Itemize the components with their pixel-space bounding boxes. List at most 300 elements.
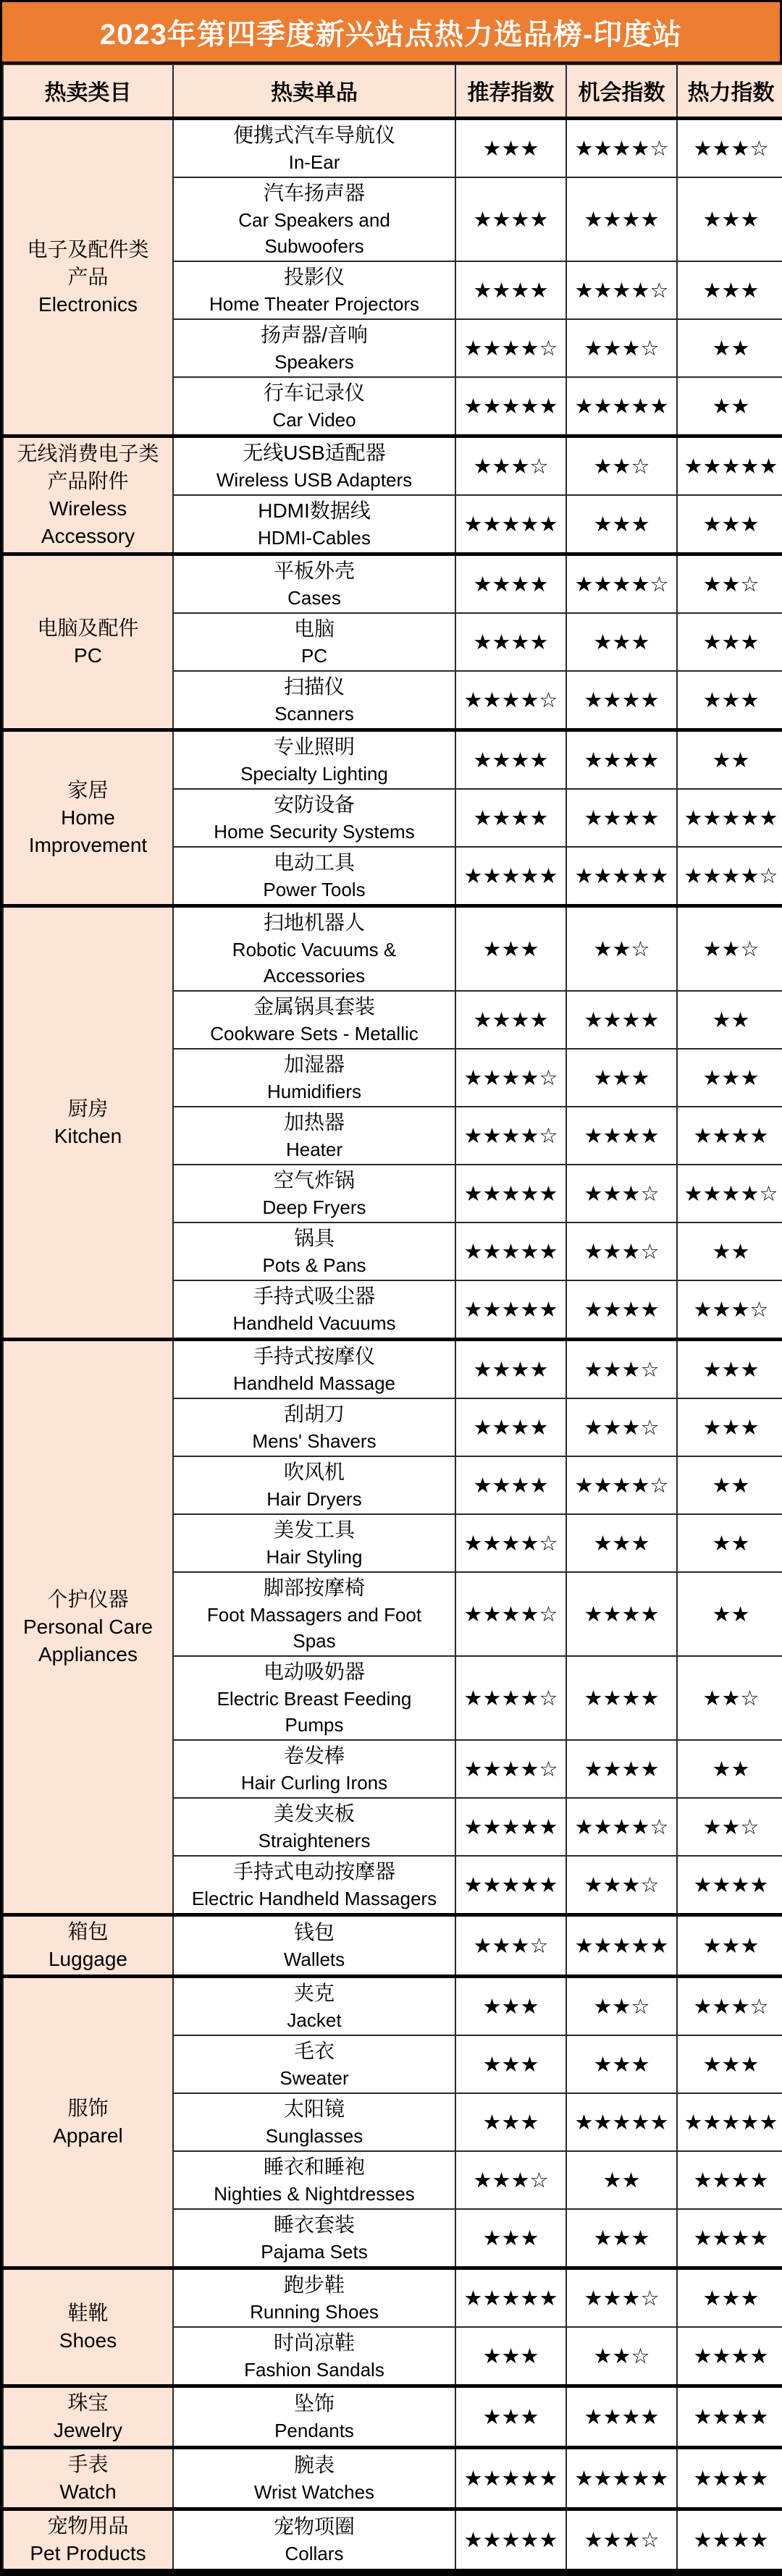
heat-stars: ★★★★ bbox=[677, 1856, 782, 1915]
category-line: 个护仪器 bbox=[47, 1587, 129, 1610]
recommend-stars: ★★★ bbox=[455, 2386, 566, 2447]
product-cell bbox=[173, 1280, 455, 1340]
category-line: 无线消费电子类 bbox=[17, 442, 159, 465]
opportunity-stars: ★★★★ bbox=[566, 671, 677, 730]
recommend-stars: ★★★★★ bbox=[455, 1165, 566, 1222]
product-cell bbox=[173, 1049, 455, 1107]
recommend-stars: ★★★★★ bbox=[455, 1798, 566, 1856]
col-header-recommend: 推荐指数 bbox=[455, 64, 566, 118]
category-line: PC bbox=[74, 643, 102, 667]
opportunity-stars: ★★★ bbox=[566, 1049, 677, 1107]
product-cell bbox=[173, 1656, 455, 1740]
opportunity-stars: ★★☆ bbox=[566, 2327, 677, 2386]
product-name-en: Sunglasses bbox=[265, 2124, 363, 2147]
opportunity-stars: ★★☆ bbox=[566, 905, 677, 991]
product-name-en: Cases bbox=[287, 586, 341, 609]
category-cell-jewelry bbox=[3, 2386, 173, 2447]
product-name-en: Car Speakers and Subwoofers bbox=[238, 208, 390, 257]
product-cell bbox=[173, 2035, 455, 2093]
product-cell bbox=[173, 1456, 455, 1514]
product-name-en: Sweater bbox=[279, 2066, 349, 2089]
product-name-cn: 夹克 bbox=[293, 1981, 335, 2004]
table-row bbox=[3, 905, 782, 991]
heat-stars: ★★ bbox=[677, 1740, 782, 1798]
product-cell bbox=[173, 2268, 455, 2327]
product-name-en: Car Video bbox=[272, 408, 356, 431]
product-name-cn: 扫描仪 bbox=[283, 675, 345, 698]
recommend-stars: ★★★★ bbox=[455, 730, 566, 789]
opportunity-stars: ★★★☆ bbox=[566, 1165, 677, 1222]
page-title: 2023年第四季度新兴站点热力选品榜-印度站 bbox=[99, 18, 683, 51]
product-name-cn: 睡衣套装 bbox=[273, 2213, 355, 2236]
recommend-stars: ★★★★ bbox=[455, 613, 566, 671]
opportunity-stars: ★★☆ bbox=[566, 1976, 677, 2035]
product-cell bbox=[173, 2093, 455, 2151]
category-line: 产品 bbox=[67, 265, 109, 288]
heat-stars: ★★★ bbox=[677, 671, 782, 730]
product-name-en: Home Theater Projectors bbox=[209, 292, 419, 315]
product-name-cn: 加湿器 bbox=[283, 1052, 345, 1076]
product-name-en: Scanners bbox=[274, 702, 354, 725]
recommend-stars: ★★★★ bbox=[455, 554, 566, 613]
product-name-en: Running Shoes bbox=[250, 2300, 379, 2323]
product-name-en: Deep Fryers bbox=[262, 1196, 366, 1218]
opportunity-stars: ★★★ bbox=[566, 613, 677, 671]
category-cell-electronics bbox=[3, 118, 173, 436]
product-name-en: Collars bbox=[285, 2542, 344, 2564]
product-cell bbox=[173, 2327, 455, 2386]
product-name-cn: 脚部按摩椅 bbox=[263, 1576, 365, 1599]
product-name-en: Hair Curling Irons bbox=[240, 1771, 388, 1794]
product-name-en: Hair Dryers bbox=[266, 1487, 362, 1510]
product-cell bbox=[173, 2447, 455, 2509]
product-cell bbox=[173, 319, 455, 377]
heat-stars: ★★★ bbox=[677, 1049, 782, 1107]
product-name-cn: 电动吸奶器 bbox=[263, 1660, 365, 1683]
table-row bbox=[3, 2386, 782, 2447]
product-name-cn: 手持式吸尘器 bbox=[253, 1284, 375, 1307]
product-name-cn: 空气炸锅 bbox=[273, 1168, 355, 1191]
category-cell-pet-products bbox=[3, 2509, 173, 2571]
product-name-en: Mens' Shavers bbox=[252, 1430, 377, 1452]
heat-stars: ★★★★★ bbox=[677, 436, 782, 495]
heat-stars: ★★ bbox=[677, 991, 782, 1049]
category-cell-home-improvement bbox=[3, 730, 173, 905]
product-cell bbox=[173, 1514, 455, 1572]
product-cell bbox=[173, 2509, 455, 2571]
recommend-stars: ★★★ bbox=[455, 118, 566, 177]
heat-stars: ★★★★ bbox=[677, 2509, 782, 2571]
recommend-stars: ★★★★★ bbox=[455, 2509, 566, 2571]
opportunity-stars: ★★★★ bbox=[566, 991, 677, 1049]
category-line: 家居 bbox=[67, 778, 109, 801]
recommend-stars: ★★★★★ bbox=[455, 1280, 566, 1340]
recommend-stars: ★★★ bbox=[455, 2035, 566, 2093]
product-cell bbox=[173, 905, 455, 991]
product-name-en: HDMI-Cables bbox=[257, 526, 371, 549]
header-row bbox=[3, 64, 782, 118]
title-banner bbox=[2, 2, 780, 64]
category-line: 宠物用品 bbox=[47, 2514, 129, 2537]
heat-stars: ★★ bbox=[677, 1456, 782, 1514]
recommend-stars: ★★★ bbox=[455, 2327, 566, 2386]
category-line: 电子及配件类 bbox=[27, 237, 149, 261]
product-cell bbox=[173, 177, 455, 261]
heat-stars: ★★★☆ bbox=[677, 1976, 782, 2035]
heat-stars: ★★★ bbox=[677, 495, 782, 554]
product-cell bbox=[173, 1740, 455, 1798]
product-name-cn: 刮胡刀 bbox=[283, 1402, 345, 1425]
heat-stars: ★★★★★ bbox=[677, 789, 782, 847]
product-cell bbox=[173, 261, 455, 319]
product-name-cn: 金属锅具套装 bbox=[253, 994, 375, 1018]
opportunity-stars: ★★★★☆ bbox=[566, 1798, 677, 1856]
recommend-stars: ★★★ bbox=[455, 905, 566, 991]
table-row bbox=[3, 1914, 782, 1976]
opportunity-stars: ★★★★ bbox=[566, 1280, 677, 1340]
opportunity-stars: ★★★★ bbox=[566, 1572, 677, 1656]
recommend-stars: ★★★★★ bbox=[455, 377, 566, 436]
recommend-stars: ★★★☆ bbox=[455, 436, 566, 495]
product-name-cn: 宠物项圈 bbox=[273, 2514, 355, 2538]
product-name-en: Pajama Sets bbox=[261, 2240, 368, 2263]
product-name-cn: 汽车扬声器 bbox=[263, 181, 365, 204]
recommend-stars: ★★★★☆ bbox=[455, 1514, 566, 1572]
table-row bbox=[3, 554, 782, 613]
product-name-en: Jacket bbox=[287, 2009, 342, 2031]
heat-stars: ★★★★☆ bbox=[677, 847, 782, 906]
heat-stars: ★★★ bbox=[677, 1914, 782, 1976]
heat-stars: ★★ bbox=[677, 377, 782, 436]
category-cell-pc bbox=[3, 554, 173, 730]
category-line: 厨房 bbox=[67, 1097, 109, 1120]
opportunity-stars: ★★★★★ bbox=[566, 2447, 677, 2509]
heat-stars: ★★★★ bbox=[677, 1107, 782, 1165]
product-cell bbox=[173, 436, 455, 495]
opportunity-stars: ★★★★☆ bbox=[566, 554, 677, 613]
category-cell-watch bbox=[3, 2447, 173, 2509]
product-cell bbox=[173, 991, 455, 1049]
recommend-stars: ★★★☆ bbox=[455, 2151, 566, 2209]
product-cell bbox=[173, 1339, 455, 1398]
category-line: 箱包 bbox=[67, 1920, 109, 1943]
opportunity-stars: ★★★★ bbox=[566, 177, 677, 261]
heat-stars: ★★★ bbox=[677, 1398, 782, 1456]
heat-stars: ★★ bbox=[677, 730, 782, 789]
product-cell bbox=[173, 1222, 455, 1280]
opportunity-stars: ★★★★ bbox=[566, 1656, 677, 1740]
heat-stars: ★★★★ bbox=[677, 2151, 782, 2209]
recommend-stars: ★★★★☆ bbox=[455, 1107, 566, 1165]
heat-stars: ★★★ bbox=[677, 177, 782, 261]
product-name-en: Wallets bbox=[283, 1948, 345, 1970]
recommend-stars: ★★★★ bbox=[455, 1339, 566, 1398]
category-cell-shoes bbox=[3, 2268, 173, 2386]
category-line: 电脑及配件 bbox=[37, 616, 139, 639]
opportunity-stars: ★★★ bbox=[566, 495, 677, 554]
heat-stars: ★★★★★ bbox=[677, 2093, 782, 2151]
product-name-en: In-Ear bbox=[288, 151, 340, 173]
heat-stars: ★★☆ bbox=[677, 1798, 782, 1856]
product-cell bbox=[173, 847, 455, 906]
product-name-en: Robotic Vacuums & Accessories bbox=[232, 938, 397, 987]
heat-stars: ★★★ bbox=[677, 613, 782, 671]
recommend-stars: ★★★★ bbox=[455, 1398, 566, 1456]
opportunity-stars: ★★★★☆ bbox=[566, 261, 677, 319]
recommend-stars: ★★★ bbox=[455, 2093, 566, 2151]
recommend-stars: ★★★★★ bbox=[455, 495, 566, 554]
recommend-stars: ★★★★ bbox=[455, 789, 566, 847]
category-line: Shoes bbox=[59, 2328, 117, 2352]
recommend-stars: ★★★★ bbox=[455, 261, 566, 319]
product-name-cn: 毛衣 bbox=[293, 2039, 335, 2062]
heat-stars: ★★★★ bbox=[677, 2447, 782, 2509]
product-cell bbox=[173, 2209, 455, 2268]
product-name-en: Specialty Lighting bbox=[240, 762, 388, 785]
category-line: 服饰 bbox=[67, 2096, 109, 2119]
recommend-stars: ★★★★★ bbox=[455, 847, 566, 906]
category-line: Personal Care bbox=[23, 1615, 153, 1638]
product-name-en: Handheld Vacuums bbox=[232, 1312, 396, 1334]
category-cell-kitchen bbox=[3, 905, 173, 1339]
col-header-product: 热卖单品 bbox=[173, 64, 455, 118]
product-name-cn: 投影仪 bbox=[283, 265, 345, 288]
recommend-stars: ★★★★ bbox=[455, 991, 566, 1049]
table-row bbox=[3, 730, 782, 789]
product-name-cn: 睡衣和睡袍 bbox=[263, 2155, 365, 2178]
product-cell bbox=[173, 2386, 455, 2447]
product-name-en: Pots & Pans bbox=[262, 1254, 366, 1276]
opportunity-stars: ★★☆ bbox=[566, 436, 677, 495]
product-name-cn: 手持式按摩仪 bbox=[253, 1344, 375, 1367]
opportunity-stars: ★★★ bbox=[566, 2209, 677, 2268]
recommend-stars: ★★★★★ bbox=[455, 1222, 566, 1280]
heat-stars: ★★★ bbox=[677, 261, 782, 319]
heat-stars: ★★☆ bbox=[677, 1656, 782, 1740]
opportunity-stars: ★★★☆ bbox=[566, 2509, 677, 2571]
recommend-stars: ★★★★★ bbox=[455, 2268, 566, 2327]
product-cell bbox=[173, 1165, 455, 1222]
product-name-cn: 腕表 bbox=[293, 2453, 335, 2476]
product-name-en: Nighties & Nightdresses bbox=[214, 2182, 415, 2205]
product-name-en: Fashion Sandals bbox=[244, 2358, 384, 2381]
category-line: Pet Products bbox=[30, 2541, 146, 2564]
product-name-cn: 钱包 bbox=[293, 1920, 335, 1943]
heat-stars: ★★★ bbox=[677, 2035, 782, 2093]
table-row bbox=[3, 1976, 782, 2035]
product-cell bbox=[173, 377, 455, 436]
product-name-cn: 美发夹板 bbox=[273, 1802, 355, 1825]
recommend-stars: ★★★★★ bbox=[455, 1856, 566, 1915]
hot-products-table bbox=[2, 64, 782, 2574]
category-line: 鞋靴 bbox=[67, 2301, 109, 2324]
category-cell-apparel bbox=[3, 1976, 173, 2268]
product-name-cn: 吹风机 bbox=[283, 1460, 345, 1483]
recommend-stars: ★★★★★ bbox=[455, 2447, 566, 2509]
opportunity-stars: ★★★★ bbox=[566, 1740, 677, 1798]
category-line: Electronics bbox=[38, 292, 138, 316]
product-name-cn: 行车记录仪 bbox=[263, 381, 365, 404]
product-name-cn: 专业照明 bbox=[273, 735, 355, 758]
table-row bbox=[3, 436, 782, 495]
product-cell bbox=[173, 1856, 455, 1915]
product-name-cn: 锅具 bbox=[293, 1226, 335, 1249]
category-line: Appliances bbox=[38, 1642, 138, 1665]
product-name-cn: 美发工具 bbox=[273, 1518, 355, 1541]
heat-stars: ★★★ bbox=[677, 1339, 782, 1398]
opportunity-stars: ★★★★☆ bbox=[566, 118, 677, 177]
heat-stars: ★★☆ bbox=[677, 905, 782, 991]
product-name-cn: 跑步鞋 bbox=[283, 2273, 345, 2296]
product-name-cn: 太阳镜 bbox=[283, 2097, 345, 2120]
opportunity-stars: ★★★☆ bbox=[566, 1398, 677, 1456]
opportunity-stars: ★★★☆ bbox=[566, 2268, 677, 2327]
product-name-en: Wrist Watches bbox=[253, 2480, 375, 2503]
opportunity-stars: ★★★☆ bbox=[566, 1222, 677, 1280]
product-cell bbox=[173, 1398, 455, 1456]
heat-stars: ★★☆ bbox=[677, 554, 782, 613]
col-header-category: 热卖类目 bbox=[3, 64, 173, 118]
category-line: 手表 bbox=[67, 2452, 109, 2475]
opportunity-stars: ★★★★ bbox=[566, 730, 677, 789]
category-line: Kitchen bbox=[54, 1124, 122, 1147]
recommend-stars: ★★★★ bbox=[455, 177, 566, 261]
table-row bbox=[3, 2509, 782, 2571]
opportunity-stars: ★★★☆ bbox=[566, 1339, 677, 1398]
table-row bbox=[3, 118, 782, 177]
product-name-en: Humidifiers bbox=[266, 1080, 362, 1102]
product-name-en: PC bbox=[300, 644, 328, 667]
table-row bbox=[3, 1339, 782, 1398]
category-line: Jewelry bbox=[54, 2418, 122, 2441]
recommend-stars: ★★★★☆ bbox=[455, 1656, 566, 1740]
category-cell-luggage bbox=[3, 1914, 173, 1976]
product-cell bbox=[173, 671, 455, 730]
product-name-cn: 安防设备 bbox=[273, 793, 355, 816]
product-cell bbox=[173, 2151, 455, 2209]
product-cell bbox=[173, 1107, 455, 1165]
product-name-en: Electric Handheld Massagers bbox=[191, 1887, 437, 1909]
category-line: Accessory bbox=[41, 524, 135, 547]
category-line: 珠宝 bbox=[67, 2391, 109, 2414]
table-row bbox=[3, 2268, 782, 2327]
recommend-stars: ★★★ bbox=[455, 1976, 566, 2035]
product-cell bbox=[173, 730, 455, 789]
product-name-en: Pendants bbox=[274, 2419, 354, 2441]
product-name-cn: 卷发棒 bbox=[283, 1744, 345, 1767]
recommend-stars: ★★★★☆ bbox=[455, 1572, 566, 1656]
product-name-cn: 加热器 bbox=[283, 1110, 345, 1133]
product-cell bbox=[173, 554, 455, 613]
category-cell-personal-care bbox=[3, 1339, 173, 1914]
product-cell bbox=[173, 1914, 455, 1976]
product-name-cn: HDMI数据线 bbox=[258, 499, 371, 522]
opportunity-stars: ★★★★★ bbox=[566, 847, 677, 906]
product-name-cn: 手持式电动按摩器 bbox=[232, 1859, 395, 1883]
heat-stars: ★★ bbox=[677, 1572, 782, 1656]
opportunity-stars: ★★★★★ bbox=[566, 1914, 677, 1976]
category-line: Improvement bbox=[28, 833, 148, 856]
opportunity-stars: ★★★ bbox=[566, 1514, 677, 1572]
product-cell bbox=[173, 1572, 455, 1656]
heat-stars: ★★★★ bbox=[677, 2386, 782, 2447]
col-header-heat: 热力指数 bbox=[677, 64, 782, 118]
category-line: 产品附件 bbox=[47, 469, 129, 492]
category-line: Wireless bbox=[49, 497, 127, 520]
heat-stars: ★★★☆ bbox=[677, 1280, 782, 1340]
recommend-stars: ★★★ bbox=[455, 2209, 566, 2268]
product-name-cn: 无线USB适配器 bbox=[243, 441, 386, 464]
product-name-en: Electric Breast Feeding Pumps bbox=[216, 1687, 412, 1736]
category-line: Watch bbox=[59, 2480, 117, 2503]
opportunity-stars: ★★★★ bbox=[566, 2386, 677, 2447]
opportunity-stars: ★★★★★ bbox=[566, 377, 677, 436]
opportunity-stars: ★★★★☆ bbox=[566, 1456, 677, 1514]
opportunity-stars: ★★★★ bbox=[566, 789, 677, 847]
heat-stars: ★★★★ bbox=[677, 2209, 782, 2268]
product-cell bbox=[173, 1798, 455, 1856]
recommend-stars: ★★★★☆ bbox=[455, 1049, 566, 1107]
heat-stars: ★★★★☆ bbox=[677, 1165, 782, 1222]
recommend-stars: ★★★★☆ bbox=[455, 1740, 566, 1798]
category-line: Luggage bbox=[48, 1947, 127, 1970]
product-name-cn: 便携式汽车导航仪 bbox=[232, 123, 395, 146]
table-row bbox=[3, 2447, 782, 2509]
product-name-en: Speakers bbox=[274, 350, 354, 373]
product-name-en: Wireless USB Adapters bbox=[216, 468, 413, 491]
product-name-cn: 平板外壳 bbox=[273, 559, 355, 582]
category-line: Home bbox=[61, 806, 115, 829]
product-name-cn: 扬声器/音响 bbox=[261, 323, 368, 346]
recommend-stars: ★★★★☆ bbox=[455, 671, 566, 730]
opportunity-stars: ★★★★ bbox=[566, 1107, 677, 1165]
category-cell-wireless-accessory bbox=[3, 436, 173, 554]
opportunity-stars: ★★★★★ bbox=[566, 2093, 677, 2151]
product-name-en: Straighteners bbox=[258, 1829, 371, 1851]
product-name-cn: 电动工具 bbox=[273, 850, 355, 874]
heat-stars: ★★ bbox=[677, 1222, 782, 1280]
product-name-cn: 扫地机器人 bbox=[263, 911, 365, 934]
product-cell bbox=[173, 495, 455, 554]
product-name-cn: 时尚凉鞋 bbox=[273, 2331, 355, 2354]
opportunity-stars: ★★ bbox=[566, 2151, 677, 2209]
heat-stars: ★★★ bbox=[677, 2268, 782, 2327]
product-name-en: Handheld Massage bbox=[232, 1372, 396, 1394]
product-name-en: Foot Massagers and Foot Spas bbox=[206, 1603, 422, 1652]
opportunity-stars: ★★★☆ bbox=[566, 319, 677, 377]
recommend-stars: ★★★★☆ bbox=[455, 319, 566, 377]
heat-stars: ★★★★ bbox=[677, 2327, 782, 2386]
product-cell bbox=[173, 118, 455, 177]
product-name-en: Cookware Sets - Metallic bbox=[210, 1022, 419, 1044]
col-header-opportunity: 机会指数 bbox=[566, 64, 677, 118]
recommend-stars: ★★★★ bbox=[455, 1456, 566, 1514]
product-name-en: Home Security Systems bbox=[214, 820, 415, 843]
product-name-cn: 电脑 bbox=[293, 617, 335, 640]
product-cell bbox=[173, 789, 455, 847]
heat-stars: ★★ bbox=[677, 1514, 782, 1572]
heat-stars: ★★ bbox=[677, 319, 782, 377]
product-name-en: Power Tools bbox=[263, 878, 366, 900]
product-name-cn: 坠饰 bbox=[293, 2391, 335, 2415]
product-name-en: Heater bbox=[285, 1138, 343, 1160]
recommend-stars: ★★★☆ bbox=[455, 1914, 566, 1976]
category-line: Apparel bbox=[53, 2124, 123, 2147]
heat-stars: ★★★☆ bbox=[677, 118, 782, 177]
product-cell bbox=[173, 1976, 455, 2035]
product-name-en: Hair Styling bbox=[266, 1545, 363, 1568]
opportunity-stars: ★★★☆ bbox=[566, 1856, 677, 1915]
